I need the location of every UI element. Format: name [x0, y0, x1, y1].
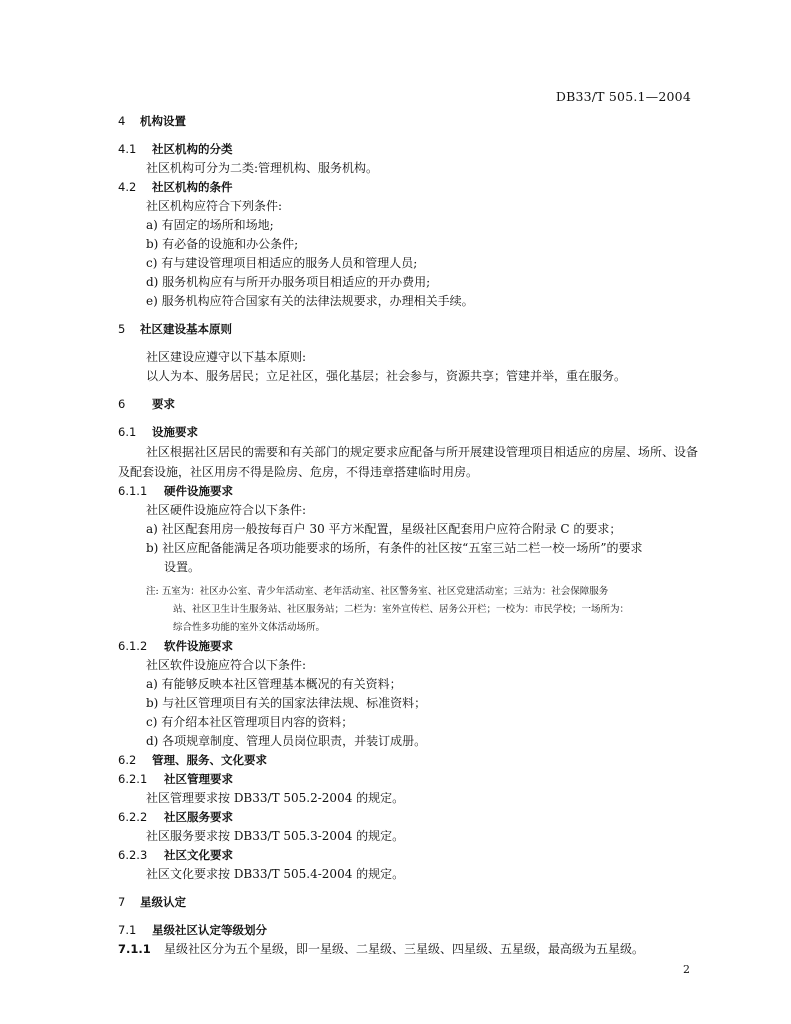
list-item: c) 有与建设管理项目相适应的服务人员和管理人员; — [146, 256, 418, 270]
heading-6-1-2: 6.1.2 软件设施要求 — [118, 639, 233, 653]
note-continuation: 综合性多功能的室外文体活动场所。 — [173, 622, 326, 633]
paragraph: 社区机构可分为二类:管理机构、服务机构。 — [146, 161, 379, 175]
page-number: 2 — [683, 963, 690, 976]
heading-6-1-1: 6.1.1 硬件设施要求 — [118, 484, 233, 498]
list-item: b) 与社区管理项目有关的国家法律法规、标准资料； — [146, 696, 427, 710]
note-continuation: 站、社区卫生计生服务站、社区服务站；二栏为：室外宣传栏、居务公开栏；一校为：市民学校；一场所为： — [173, 604, 630, 615]
list-item: e) 服务机构应符合国家有关的法律法规要求，办理相关手续。 — [146, 294, 474, 308]
paragraph: 社区建设应遵守以下基本原则: — [146, 350, 307, 364]
list-item: d) 各项规章制度、管理人员岗位职责，并装订成册。 — [146, 734, 427, 748]
heading-6-2-1: 6.2.1 社区管理要求 — [118, 772, 233, 786]
heading-5: 5 社区建设基本原则 — [118, 322, 232, 336]
list-item-continuation: 设置。 — [164, 560, 201, 574]
heading-4-2: 4.2 社区机构的条件 — [118, 180, 233, 194]
paragraph: 社区软件设施应符合以下条件: — [146, 658, 307, 672]
list-item: a) 有能够反映本社区管理基本概况的有关资料； — [146, 677, 402, 691]
list-item: a) 有固定的场所和场地; — [146, 218, 274, 232]
paragraph: 社区服务要求按 DB33/T 505.3-2004 的规定。 — [146, 829, 405, 843]
paragraph: 社区管理要求按 DB33/T 505.2-2004 的规定。 — [146, 791, 405, 805]
paragraph: 社区硬件设施应符合以下条件: — [146, 503, 307, 517]
paragraph: 以人为本、服务居民；立足社区，强化基层；社会参与，资源共享；管建并举，重在服务。 — [146, 369, 627, 383]
heading-4-1: 4.1 社区机构的分类 — [118, 142, 233, 156]
list-item: c) 有介绍本社区管理项目内容的资料； — [146, 715, 354, 729]
list-item: a) 社区配套用房一般按每百户 30 平方米配置，星级社区配套用户应符合附录 C 的要求； — [146, 522, 622, 536]
heading-6-2-2: 6.2.2 社区服务要求 — [118, 810, 233, 824]
heading-6-1: 6.1 设施要求 — [118, 425, 198, 439]
heading-4: 4 机构设置 — [118, 114, 186, 128]
heading-6-2: 6.2 管理、服务、文化要求 — [118, 753, 267, 767]
list-item: b) 有必备的设施和办公条件; — [146, 237, 299, 251]
heading-7-1: 7.1 星级社区认定等级划分 — [118, 923, 267, 937]
note: 注: 五室为：社区办公室、青少年活动室、老年活动室、社区警务室、社区党建活动室；三站为：社会保障服务 — [146, 586, 609, 597]
heading-7: 7 星级认定 — [118, 895, 186, 909]
list-item: d) 服务机构应有与所开办服务项目相适应的开办费用; — [146, 275, 431, 289]
list-item: b) 社区应配备能满足各项功能要求的场所，有条件的社区按“五室三站二栏一校一场所”的要求 — [146, 541, 643, 555]
paragraph: 社区文化要求按 DB33/T 505.4-2004 的规定。 — [146, 867, 405, 881]
heading-6-2-3: 6.2.3 社区文化要求 — [118, 848, 233, 862]
paragraph: 社区根据社区居民的需要和有关部门的规定要求应配备与所开展建设管理项目相适应的房屋、场所、设备及配套设施，社区用房不得是险房、危房，不得违章搭建临时用房。 — [118, 445, 699, 479]
document-code: DB33/T 505.1—2004 — [555, 89, 691, 104]
clause-7-1-1: 7.1.1 星级社区分为五个星级，即一星级、二星级、三星级、四星级、五星级，最高级为五星级。 — [118, 942, 645, 956]
paragraph: 社区机构应符合下列条件: — [146, 199, 283, 213]
heading-6: 6 要求 — [118, 397, 175, 411]
document-body — [118, 112, 698, 959]
